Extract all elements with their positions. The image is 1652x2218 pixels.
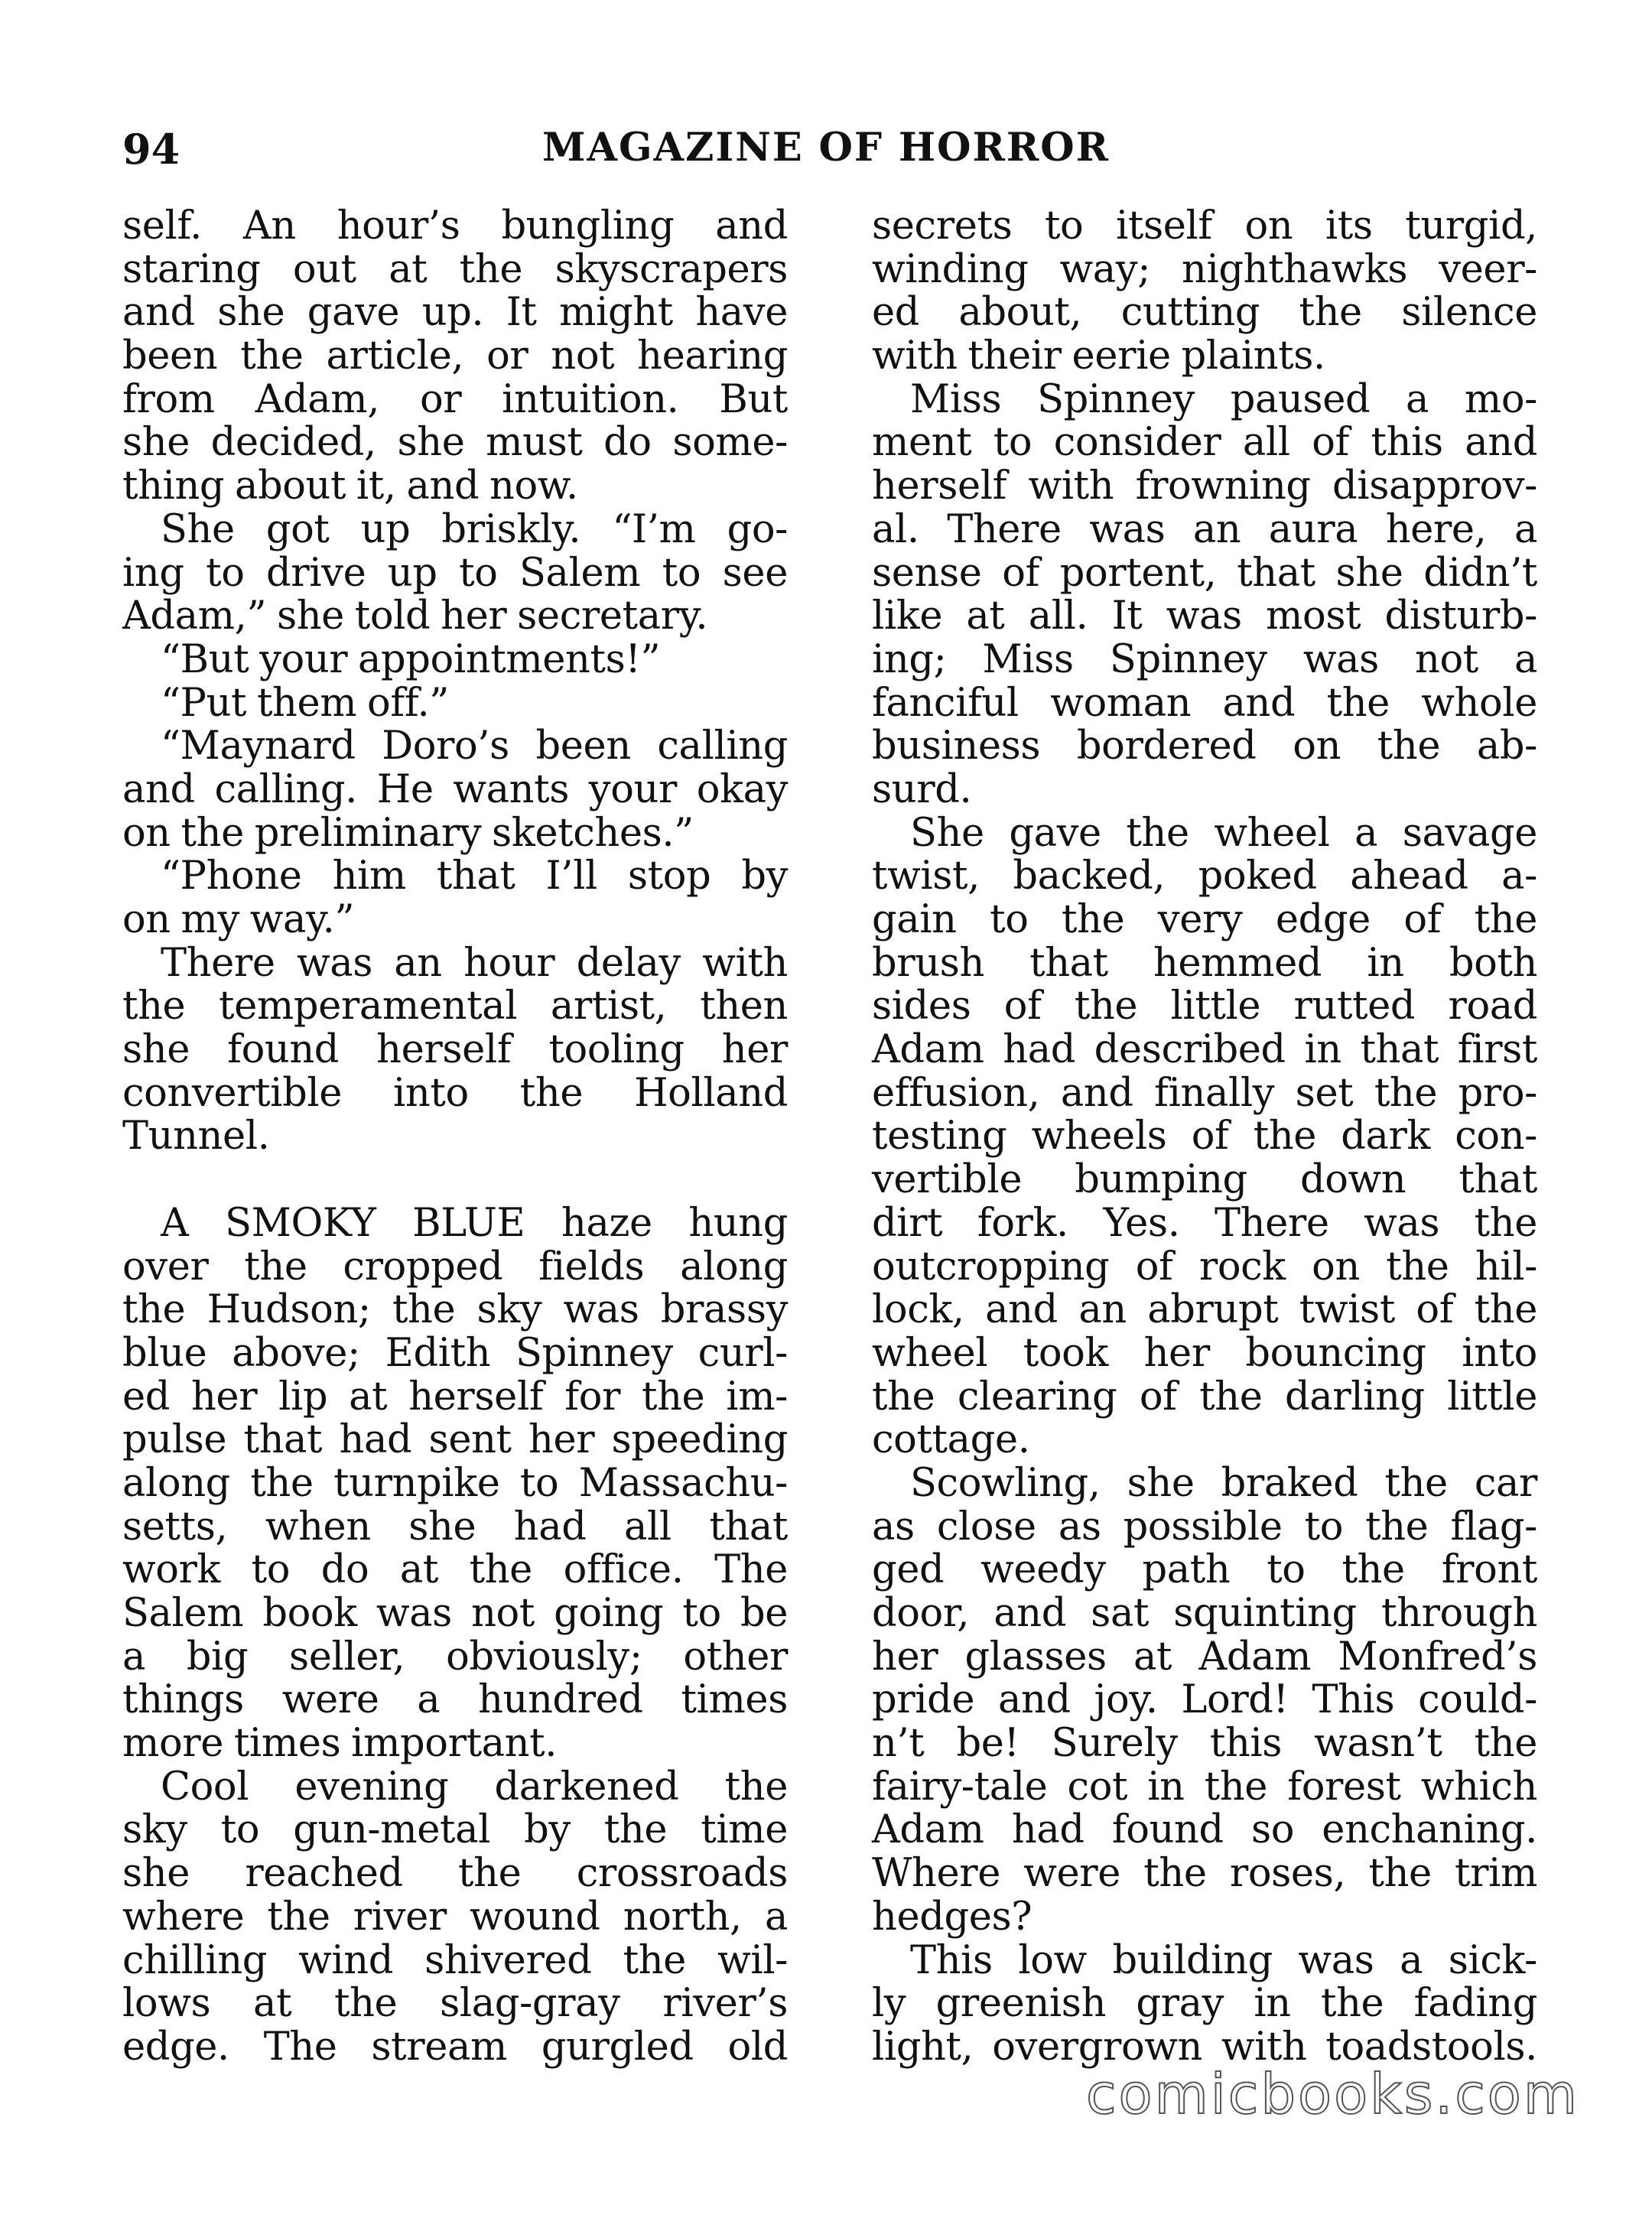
- text-line: sky to gun-metal by the time: [122, 1807, 788, 1853]
- page-number: 94: [122, 125, 180, 174]
- text-line: lows at the slag-gray river’s: [122, 1981, 788, 2027]
- text-line: Miss Spinney paused a mo-: [910, 376, 1537, 422]
- watermark-logo: comicbooks.com: [1085, 2062, 1579, 2126]
- text-line: ed her lip at herself for the im-: [122, 1374, 788, 1420]
- text-line: edge. The stream gurgled old: [122, 2024, 788, 2070]
- text-line: over the cropped fields along: [122, 1244, 788, 1289]
- text-line: Tunnel.: [122, 1114, 270, 1159]
- text-line: ing to drive up to Salem to see: [122, 550, 788, 596]
- text-line: ing; Miss Spinney was not a: [872, 636, 1537, 682]
- text-line: testing wheels of the dark con-: [872, 1114, 1537, 1159]
- text-line: pride and joy. Lord! This could-: [872, 1677, 1537, 1723]
- text-line: with their eerie plaints.: [872, 333, 1325, 379]
- text-line: secrets to itself on its turgid,: [872, 203, 1537, 249]
- text-line: Adam had described in that first: [872, 1027, 1537, 1073]
- text-line: a big seller, obviously; other: [122, 1634, 788, 1680]
- section-break: [122, 1159, 788, 1202]
- left-column: [122, 205, 788, 2070]
- text-line: cottage.: [872, 1417, 1030, 1463]
- text-line: as close as possible to the flag-: [872, 1504, 1537, 1550]
- text-line: Cool evening darkened the: [161, 1764, 788, 1810]
- text-line: She got up briskly. “I’m go-: [161, 506, 788, 552]
- text-line: on the preliminary sketches.”: [122, 810, 694, 856]
- text-line: from Adam, or intuition. But: [122, 376, 788, 422]
- text-line: the temperamental artist, then: [122, 984, 788, 1029]
- text-line: more times important.: [122, 1721, 558, 1767]
- text-line: vertible bumping down that: [872, 1157, 1537, 1203]
- text-line: This low building was a sick-: [910, 1937, 1537, 1983]
- text-line: fairy-tale cot in the forest which: [872, 1764, 1537, 1810]
- text-line: “Put them off.”: [161, 680, 449, 726]
- text-line: setts, when she had all that: [122, 1504, 788, 1550]
- text-line: Scowling, she braked the car: [910, 1460, 1537, 1506]
- right-column: [872, 205, 1537, 2070]
- text-line: light, overgrown with toadstools.: [872, 2024, 1537, 2070]
- text-line: ly greenish gray in the fading: [872, 1981, 1537, 2027]
- text-line: effusion, and finally set the pro-: [872, 1070, 1537, 1116]
- text-line: fanciful woman and the whole: [872, 680, 1537, 726]
- text-line: self. An hour’s bungling and: [122, 203, 788, 249]
- text-line: her glasses at Adam Monfred’s: [872, 1634, 1537, 1680]
- text-line: she reached the crossroads: [122, 1851, 788, 1897]
- text-line: winding way; nighthawks veer-: [872, 246, 1537, 292]
- text-line: on my way.”: [122, 897, 355, 942]
- text-line: outcropping of rock on the hil-: [872, 1244, 1537, 1289]
- text-line: “Phone him that I’ll stop by: [161, 854, 788, 899]
- text-line: been the article, or not hearing: [122, 333, 788, 379]
- text-line: ed about, cutting the silence: [872, 290, 1537, 336]
- text-line: blue above; Edith Spinney curl-: [122, 1330, 788, 1376]
- text-line: twist, backed, poked ahead a-: [872, 854, 1537, 899]
- text-line: things were a hundred times: [122, 1677, 788, 1723]
- text-line: surd.: [872, 766, 972, 812]
- text-line: lock, and an abrupt twist of the: [872, 1287, 1537, 1333]
- text-line: pulse that had sent her speeding: [122, 1417, 788, 1463]
- text-line: Where were the roses, the trim: [872, 1851, 1537, 1897]
- text-line: she decided, she must do some-: [122, 420, 788, 466]
- text-line: and calling. He wants your okay: [122, 766, 788, 812]
- text-line: the clearing of the darling little: [872, 1374, 1537, 1420]
- text-line: hedges?: [872, 1894, 1032, 1940]
- text-line: dirt fork. Yes. There was the: [872, 1200, 1537, 1246]
- text-line: n’t be! Surely this wasn’t the: [872, 1721, 1537, 1767]
- text-line: ged weedy path to the front: [872, 1547, 1537, 1593]
- text-line: She gave the wheel a savage: [910, 810, 1537, 856]
- text-line: Salem book was not going to be: [122, 1591, 788, 1636]
- text-line: door, and sat squinting through: [872, 1591, 1537, 1636]
- text-line: wheel took her bouncing into: [872, 1330, 1537, 1376]
- text-line: herself with frowning disapprov-: [872, 463, 1537, 509]
- text-line: “But your appointments!”: [161, 636, 661, 682]
- text-line: brush that hemmed in both: [872, 940, 1537, 986]
- text-line: where the river wound north, a: [122, 1894, 788, 1940]
- text-line: like at all. It was most disturb-: [872, 594, 1537, 639]
- text-line: sense of portent, that she didn’t: [872, 550, 1537, 596]
- text-line: along the turnpike to Massachu-: [122, 1460, 788, 1506]
- text-line: al. There was an aura here, a: [872, 506, 1537, 552]
- text-line: sides of the little rutted road: [872, 984, 1537, 1029]
- text-line: gain to the very edge of the: [872, 897, 1537, 942]
- text-line: chilling wind shivered the wil-: [122, 1937, 788, 1983]
- text-line: business bordered on the ab-: [872, 724, 1537, 769]
- text-line: Adam had found so enchaning.: [872, 1807, 1537, 1853]
- text-line: Adam,” she told her secretary.: [122, 594, 708, 639]
- text-line: staring out at the skyscrapers: [122, 246, 788, 292]
- text-line: A SMOKY BLUE haze hung: [161, 1200, 788, 1246]
- running-head: MAGAZINE OF HORROR: [541, 125, 1111, 171]
- text-line: and she gave up. It might have: [122, 290, 788, 336]
- text-line: ment to consider all of this and: [872, 420, 1537, 466]
- text-line: she found herself tooling her: [122, 1027, 788, 1073]
- text-line: thing about it, and now.: [122, 463, 578, 509]
- text-line: work to do at the office. The: [122, 1547, 788, 1593]
- text-line: convertible into the Holland: [122, 1070, 788, 1116]
- text-line: the Hudson; the sky was brassy: [122, 1287, 788, 1333]
- text-line: “Maynard Doro’s been calling: [161, 724, 788, 769]
- text-line: There was an hour delay with: [161, 940, 788, 986]
